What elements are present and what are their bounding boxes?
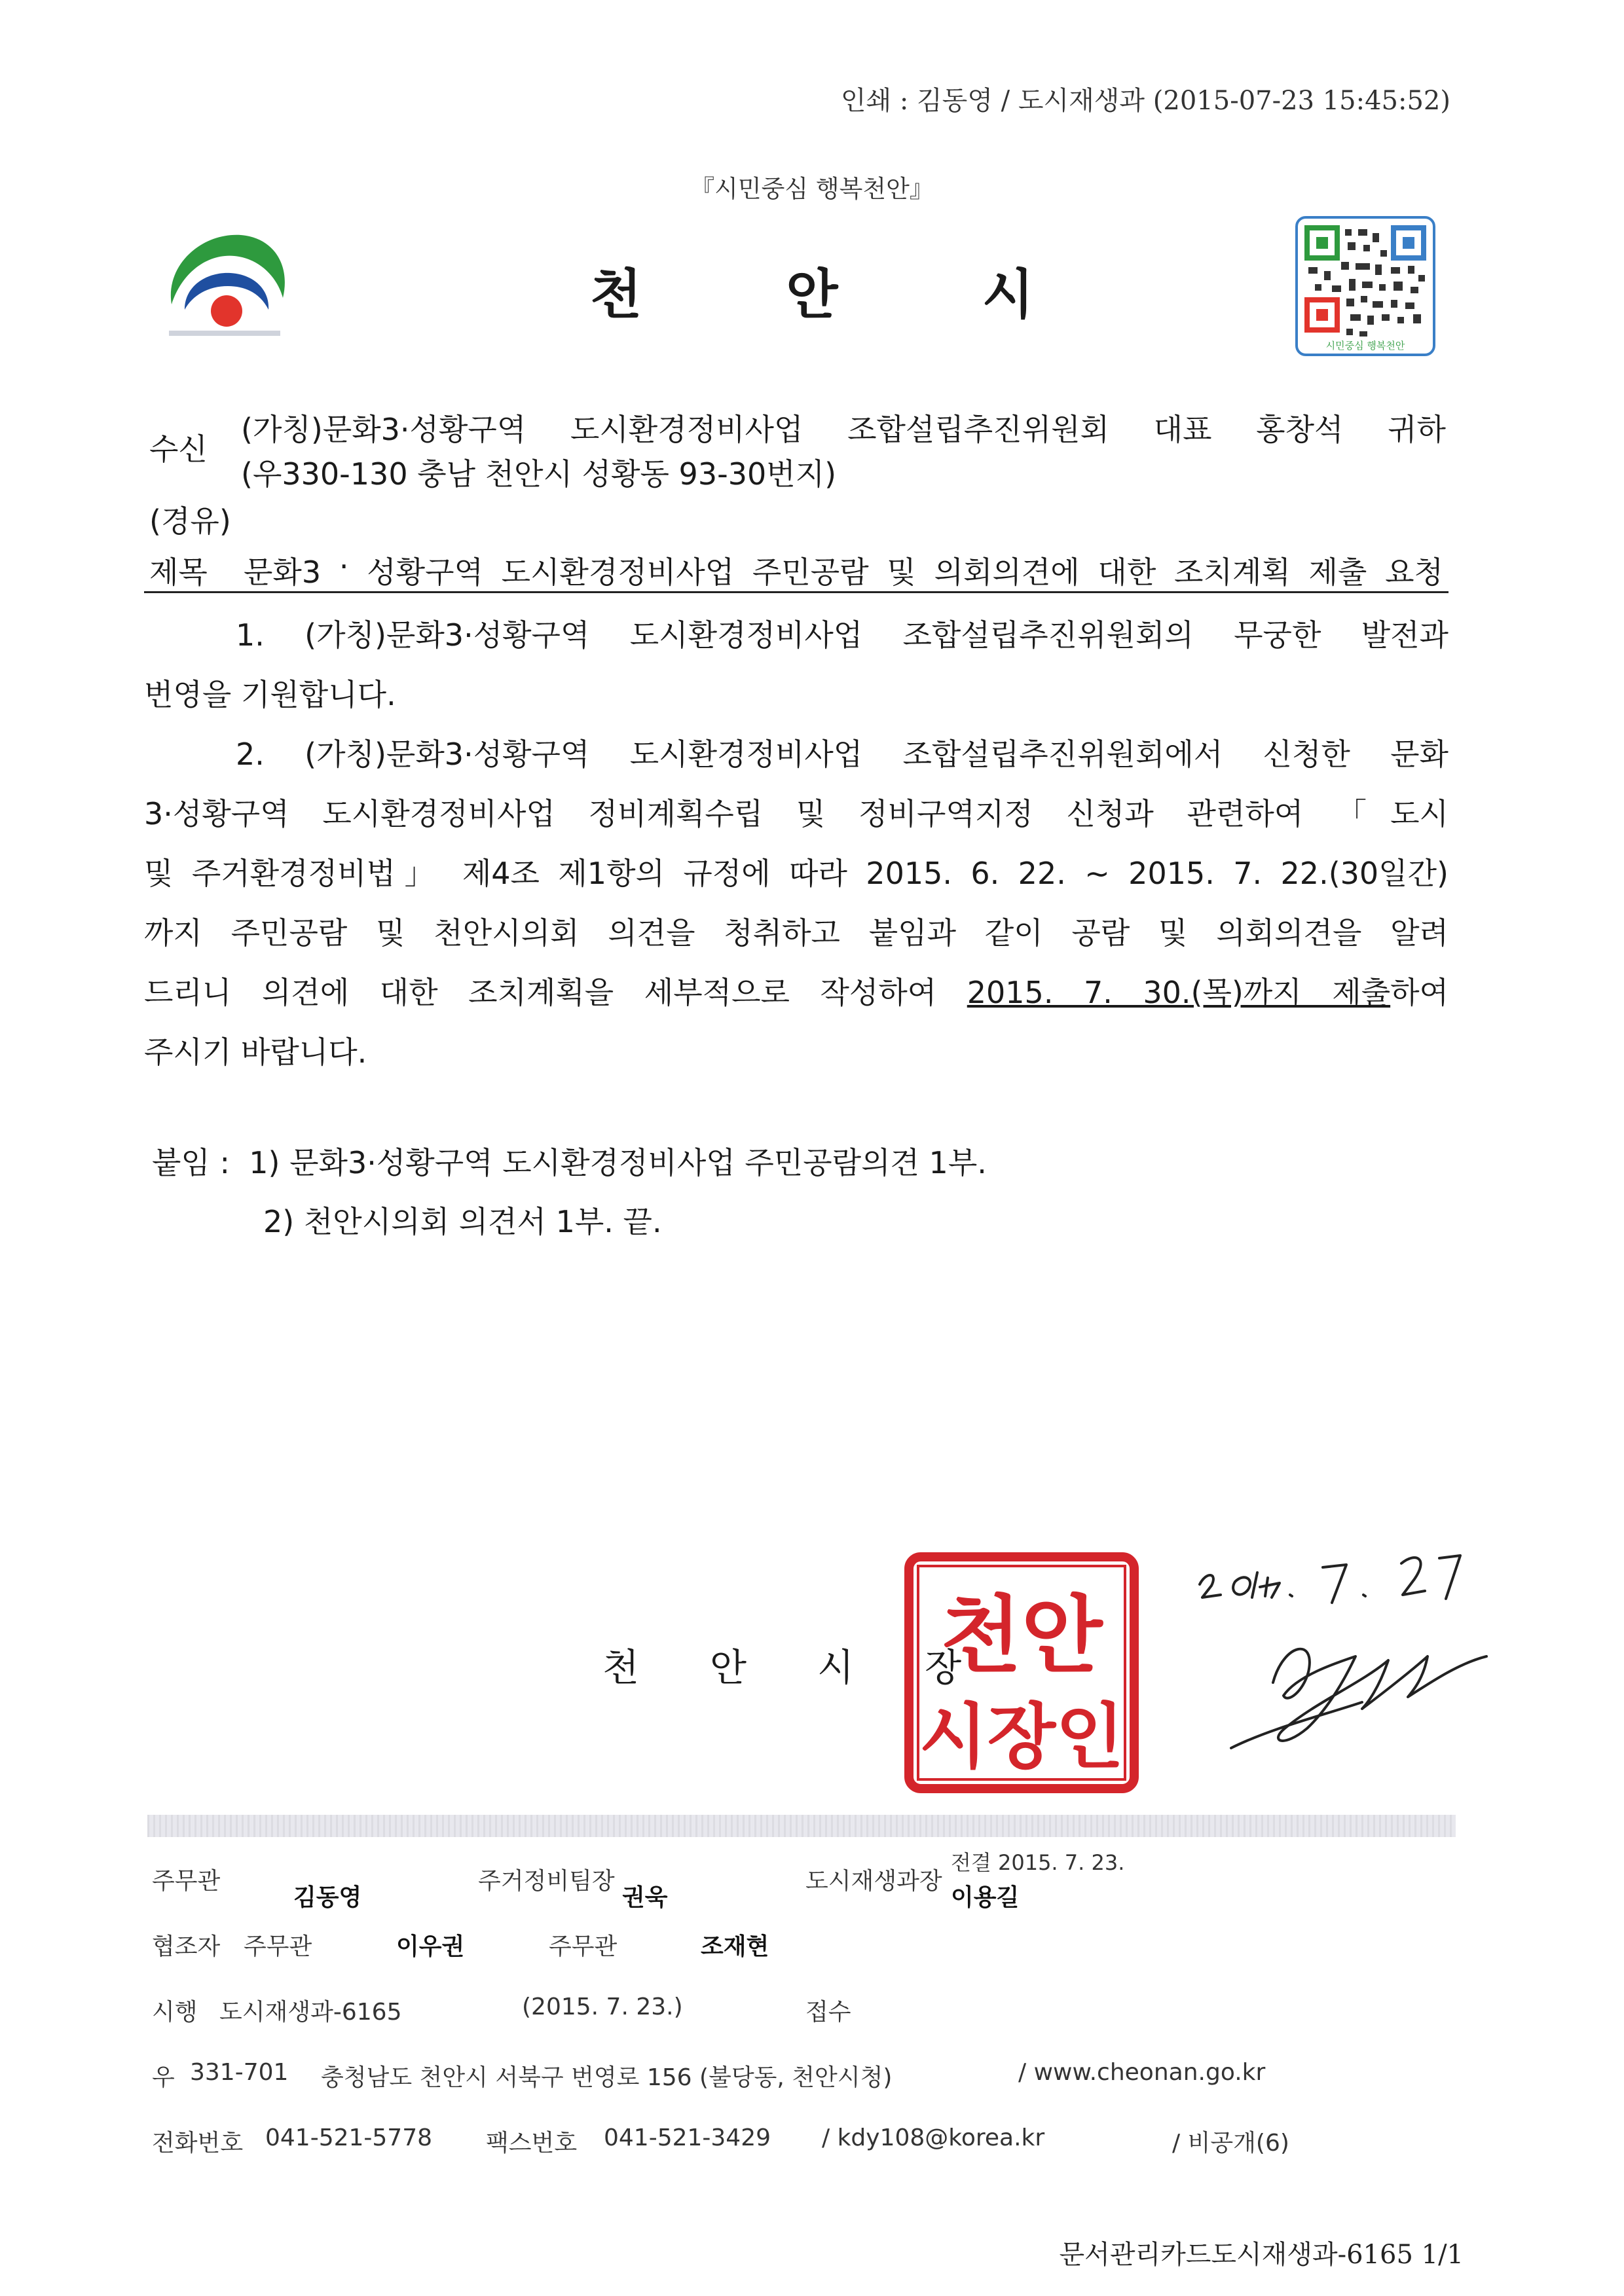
paragraph-line (144, 963, 1449, 1023)
subject-text (244, 549, 1443, 592)
official-seal-icon (904, 1552, 1139, 1794)
paragraph-2 (144, 725, 1449, 1082)
phone-label: 전화번호 (152, 2130, 244, 2157)
subject-word: 대한 (1098, 555, 1156, 590)
enforcement-label: 시행 (152, 1999, 198, 2026)
subject-word: 제출 (1308, 555, 1367, 590)
team-leader-title: 주거정비팀장 (478, 1868, 615, 1895)
receipt-label: 접수 (805, 1999, 851, 2026)
paragraph-text: 드리니 의견에 대한 조치계획을 세부적으로 작성하여 (144, 975, 967, 1010)
paragraph-1 (144, 606, 1449, 725)
subject-label: 제목 (149, 555, 208, 590)
qr-caption: 시민중심 행복천안 (1325, 340, 1405, 352)
via-label: (경유) (149, 503, 231, 539)
print-info: 인쇄 : 김동영 / 도시재생과 (2015-07-23 15:45:52) (840, 86, 1450, 116)
cooperator-1-title: 주무관 (244, 1933, 312, 1960)
subject-word: 및 (887, 555, 916, 590)
slogan: 『시민중심 행복천안』 (690, 175, 934, 203)
recipient-word: 귀하 (1388, 412, 1446, 447)
paragraph-line: 1. (가칭)문화3·성황구역 도시환경정비사업 조합설립추진위원회의 무궁한 발전과 (236, 617, 1449, 653)
cooperator-1-name: 이우권 (396, 1933, 465, 1960)
recipient-word: 대표 (1153, 412, 1212, 447)
subject-word: 의회의견에 (934, 555, 1080, 590)
document-card-number: 문서관리카드도시재생과-6165 1/1 (1059, 2240, 1464, 2270)
qr-code-icon (1295, 216, 1435, 356)
paragraph-line: 3·성황구역 도시환경정비사업 정비계획수립 및 정비구역지정 신청과 관련하여 「도시 (144, 796, 1449, 831)
director-name: 이용길 (951, 1884, 1020, 1911)
attachment-item: 1) 문화3·성황구역 도시환경정비사업 주민공람의견 1부. (249, 1145, 987, 1180)
recipient-word: (가칭)문화3·성황구역 (241, 412, 526, 447)
recipient-word: 홍창석 (1256, 412, 1344, 447)
recipient-label: 수신 (149, 431, 208, 467)
subject-word: 문화3 (244, 555, 322, 590)
subject-word: 도시환경정비사업 (501, 555, 735, 590)
seal-text: 시장인 (919, 1696, 1124, 1778)
recipient-address: (우330-130 충남 천안시 성황동 93-30번지) (241, 456, 837, 492)
paragraph-line: 및 주거환경정비법」 제4조 제1항의 규정에 따라 2015. 6. 22. ~ 2015. 7. 22.(30일간) (144, 856, 1449, 891)
subject-word: 요청 (1385, 555, 1443, 590)
postal-code: 331-701 (190, 2059, 289, 2086)
subject-divider (144, 591, 1449, 593)
recipient-word: 도시환경정비사업 (570, 412, 803, 447)
deadline-text: 2015. 7. 30.(목)까지 제출 (967, 975, 1391, 1010)
drafter-title: 주무관 (152, 1868, 221, 1895)
issuer-name: 천안시장 (602, 1645, 1033, 1690)
recipient-name-line (241, 406, 1446, 449)
handwritten-signature-icon (1192, 1532, 1500, 1768)
director-title: 도시재생과장 (805, 1868, 942, 1895)
recipient-word: 조합설립추진위원회 (847, 412, 1109, 447)
director-approval-date: 전결 2015. 7. 23. (951, 1850, 1125, 1875)
cooperator-2-title: 주무관 (549, 1933, 618, 1960)
footer-divider-bar (147, 1815, 1456, 1837)
subject-word: 조치계획 (1174, 555, 1291, 590)
postal-label: 우 (152, 2064, 175, 2091)
subject-word: · (339, 549, 349, 584)
seal-text: 천안 (940, 1587, 1103, 1685)
paragraph-line: 주시기 바랍니다. (144, 1034, 367, 1070)
cooperator-label: 협조자 (152, 1933, 221, 1960)
email-address: / kdy108@korea.kr (822, 2124, 1045, 2151)
cooperator-2-name: 조재현 (701, 1933, 769, 1960)
paragraph-line: 2. (가칭)문화3·성황구역 도시환경정비사업 조합설립추진위원회에서 신청한 문화 (236, 737, 1449, 772)
subject-word: 주민공람 (752, 555, 869, 590)
city-logo-icon (162, 226, 290, 340)
fax-number: 041-521-3429 (604, 2124, 771, 2151)
attachment-label: 붙임 : (152, 1145, 230, 1180)
phone-number: 041-521-5778 (265, 2124, 433, 2151)
paragraph-line: 까지 주민공람 및 천안시의회 의견을 청취하고 붙임과 같이 공람 및 의회의견을 알려 (144, 915, 1449, 951)
fax-label: 팩스번호 (486, 2130, 578, 2157)
office-address: 충청남도 천안시 서북구 번영로 156 (불당동, 천안시청) (321, 2064, 893, 2091)
website-text: / www.cheonan.go.kr (1018, 2059, 1266, 2086)
subject-word: 성황구역 (367, 555, 483, 590)
attachment-item: 2) 천안시의회 의견서 1부. 끝. (263, 1204, 662, 1239)
disclosure-status: / 비공개(6) (1172, 2130, 1289, 2157)
enforcement-number: 도시재생과-6165 (219, 1999, 402, 2026)
paragraph-text: 하여 (1390, 975, 1449, 1010)
attachment-line-1 (152, 1139, 987, 1182)
organization-title: 천안시 (590, 264, 1178, 326)
enforcement-date: (2015. 7. 23.) (522, 1994, 683, 2020)
drafter-name: 김동영 (293, 1884, 362, 1911)
team-leader-name: 권욱 (622, 1884, 668, 1911)
paragraph-line: 번영을 기원합니다. (144, 677, 396, 712)
